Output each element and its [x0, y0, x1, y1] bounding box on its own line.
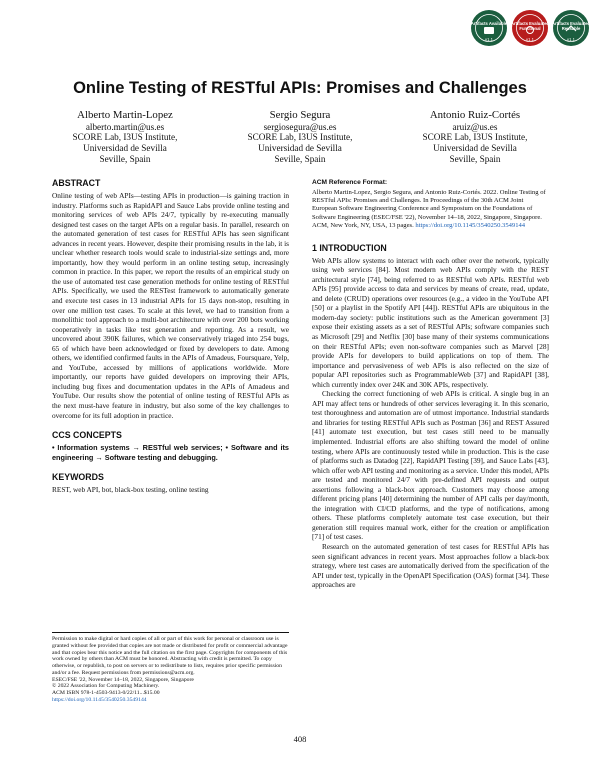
permission-block: [52, 632, 289, 704]
author-city: Seville, Spain: [449, 153, 501, 164]
permission-notice: Permission to make digital or hard copies of all or part of this work for personal or classroom use is granted without fee provided that copies are not made or distributed for profit or commercial advantage and that copies bear this notice and the full citation on the first page. Copyrights for components of this work owned by others than ACM must be honored. Abstracting with credit is permitted. To copy otherwise, or republish, to post on servers or to redistribute to lists, requires prior specific permission and/or a fee. Request permissions from permissions@acm.org.: [52, 636, 288, 676]
badge-functional-version: v1.1: [526, 37, 534, 42]
author-affiliation: SCORE Lab, I3US Institute,: [422, 132, 528, 143]
author-3: [390, 109, 560, 165]
badge-artifacts-functional: [511, 8, 549, 48]
badge-available-version: v1.1: [485, 37, 493, 42]
badge-available-icon: [470, 8, 508, 48]
author-email[interactable]: alberto.martin@us.es: [85, 121, 165, 132]
badge-artifacts-available: [470, 8, 508, 48]
acm-reference-text: [312, 189, 549, 231]
author-university: Universidad de Sevilla: [83, 143, 167, 154]
author-city: Seville, Spain: [99, 153, 151, 164]
intro-paragraph-2: Checking the correct functioning of web APIs is critical. A single bug in an API may affect tens or hundreds of other services leveraging it. In this scenario, test thoroughness and automation are of utmost importance. Industrial standards and libraries for testing RESTful APIs such as Postman [36] and REST Assured [41] automate test execution, but test cases still need to be manually implemented. Industrial efforts are also shifting toward the model of online testing, where APIs are continuously tested while in production. This is the case of platforms such as Datadog [22], RapidAPI Testing [39], and Sauce Labs [43], which offer web API testing and monitoring as a service. Under this model, APIs are tested and monitored 24/7 with pre-defined API requests and output assertions following a black-box approach. Customers may choose among different pricing plans [40] determining the number of API calls per day/month, the integration with CI/CD platforms, and the type of notifications, among others. These platforms completely automate test case execution, but their generation still requires manual work, either for the creation or amplification [71] of test cases.: [312, 389, 549, 542]
abstract-heading: ABSTRACT: [52, 178, 101, 188]
intro-paragraph-1: Web APIs allow systems to interact with each other over the network, typically using web services [84]. Most modern web APIs comply with the REST architectural style [74], being referred to as RESTful web APIs. RESTful web APIs [95] provide access to data and services by means of create, read, update, and delete (CRUD) operations over resources (e.g., a video in the YouTube API [50] or a playlist in the Spotify API [44]). RESTful APIs are ubiquitous in the modern-day society: public institutions such as the American government [3] expose their existing assets as a set of RESTful APIs; software companies such as Microsoft [29] and Netflix [30] base many of their systems communications on their RESTful APIs; even non-software companies such as Marvel [28] provide APIs for developers to build applications on top of them. The importance and pervasiveness of web APIs is also reflected on the size of popular API repositories such as ProgrammableWeb [37] and RapidAPI [38], which currently index over 24K and 30K APIs, respectively.: [312, 255, 549, 389]
author-university: Universidad de Sevilla: [433, 143, 517, 154]
author-affiliation: SCORE Lab, I3US Institute,: [247, 132, 353, 143]
right-column: [312, 178, 549, 590]
abstract-text: Online testing of web APIs—testing APIs in production—is gaining traction in industry. Platforms such as RapidAPI and Sauce Labs provide online testing and monitoring services of web APIs 24/7, typically by re-executing manually designed test cases on the target APIs on a regular basis. In parallel, research on the automated generation of test cases for RESTful APIs has seen significant advances in recent years. However, despite their promising results in the lab, it is unclear whether research tools would scale to industrial-size settings and, more importantly, how they would perform in an online testing setup, increasingly common in practice. In this paper, we report the results of an empirical study on the use of automated test case generation methods for online testing of RESTful APIs. Specifically, we used the RESTest framework to automatically generate and execute test cases in 13 industrial APIs for 15 days non-stop, resulting in over one million test cases. To scale at this level, we had to transition from a monolithic tool approach to a multi-bot architecture with over 200 bots working cooperatively in tasks like test generation and reporting. As a result, we uncovered about 390K failures, which we conservatively triaged into 254 bugs, 65 of which have been acknowledged or fixed by developers to date. Among others, we identified confirmed faults in the APIs of Amadeus, Foursquare, Yelp, and YouTube, accessed by millions of applications worldwide. More importantly, our reports have guided developers on improving their APIs, including bug fixes and documentation updates in the APIs of Amadeus and YouTube. Our results show the potential of online testing of RESTful APIs as the next must-have feature in industry, but also some of the key challenges to overcome for its full adoption in practice.: [52, 191, 289, 420]
page-number: 408: [293, 734, 307, 744]
ccs-heading: CCS CONCEPTS: [52, 430, 122, 441]
author-block: [40, 109, 560, 165]
author-name: Alberto Martin-Lopez: [77, 109, 173, 121]
conference-line: ESEC/FSE '22, November 14–18, 2022, Singapore, Singapore: [52, 676, 194, 683]
author-name: Sergio Segura: [269, 109, 331, 121]
author-university: Universidad de Sevilla: [258, 143, 342, 154]
isbn-line: ACM ISBN 978-1-4503-9413-0/22/11...$15.00: [52, 690, 160, 696]
badge-reusable-label: Artifacts Evaluated Reusable: [552, 21, 590, 31]
doi-link[interactable]: https://doi.org/10.1145/3540250.3549144: [52, 696, 147, 703]
artifact-badges: [470, 8, 590, 48]
ccs-concepts: • Information systems → RESTful web services; • Software and its engineering → Software testing and debugging.: [52, 443, 289, 462]
keywords-heading: KEYWORDS: [52, 472, 104, 483]
badge-reusable-version: v1.1: [567, 37, 575, 42]
divider: [52, 632, 289, 633]
author-email[interactable]: sergiosegura@us.es: [263, 121, 337, 132]
acm-reference-heading: ACM Reference Format:: [312, 179, 388, 186]
introduction-heading: 1 INTRODUCTION: [312, 242, 387, 253]
left-column: [52, 178, 289, 495]
copyright-line: © 2022 Association for Computing Machinery.: [52, 683, 160, 690]
badge-functional-label: Artifacts Evaluated Functional: [511, 21, 549, 31]
acm-reference-citation: Alberto Martin-Lopez, Sergio Segura, and Antonio Ruiz-Cortés. 2022. Online Testing of RESTful APIs: Promises and Challenges. In Proceedings of the 30th ACM Joint European Software Engineering Conference and Symposium on the Foundations of Software Engineering (ESEC/FSE '22), November 14–18, 2022, Singapore, Singapore. ACM, New York, NY, USA, 13 pages.: [312, 188, 546, 230]
intro-paragraph-3: Research on the automated generation of test cases for RESTful APIs has seen significant advances in recent years. Most approaches follow a black-box strategy, where test cases are automatically derived from the specification of the API under test, typically in the OpenAPI Specification (OAS) format [34]. These approaches are: [312, 541, 549, 590]
author-city: Seville, Spain: [274, 153, 326, 164]
badge-available-label: Artifacts Available: [470, 21, 508, 26]
keywords-text: REST, web API, bot, black-box testing, online testing: [52, 485, 209, 495]
author-1: [40, 109, 210, 165]
acm-reference-doi-link[interactable]: https://doi.org/10.1145/3540250.3549144: [415, 222, 526, 230]
badge-artifacts-reusable: [552, 8, 590, 48]
author-2: [215, 109, 385, 165]
author-email[interactable]: aruiz@us.es: [452, 121, 498, 132]
author-affiliation: SCORE Lab, I3US Institute,: [72, 132, 178, 143]
paper-title: Online Testing of RESTful APIs: Promises and Challenges: [73, 79, 527, 97]
author-name: Antonio Ruiz-Cortés: [429, 109, 521, 121]
